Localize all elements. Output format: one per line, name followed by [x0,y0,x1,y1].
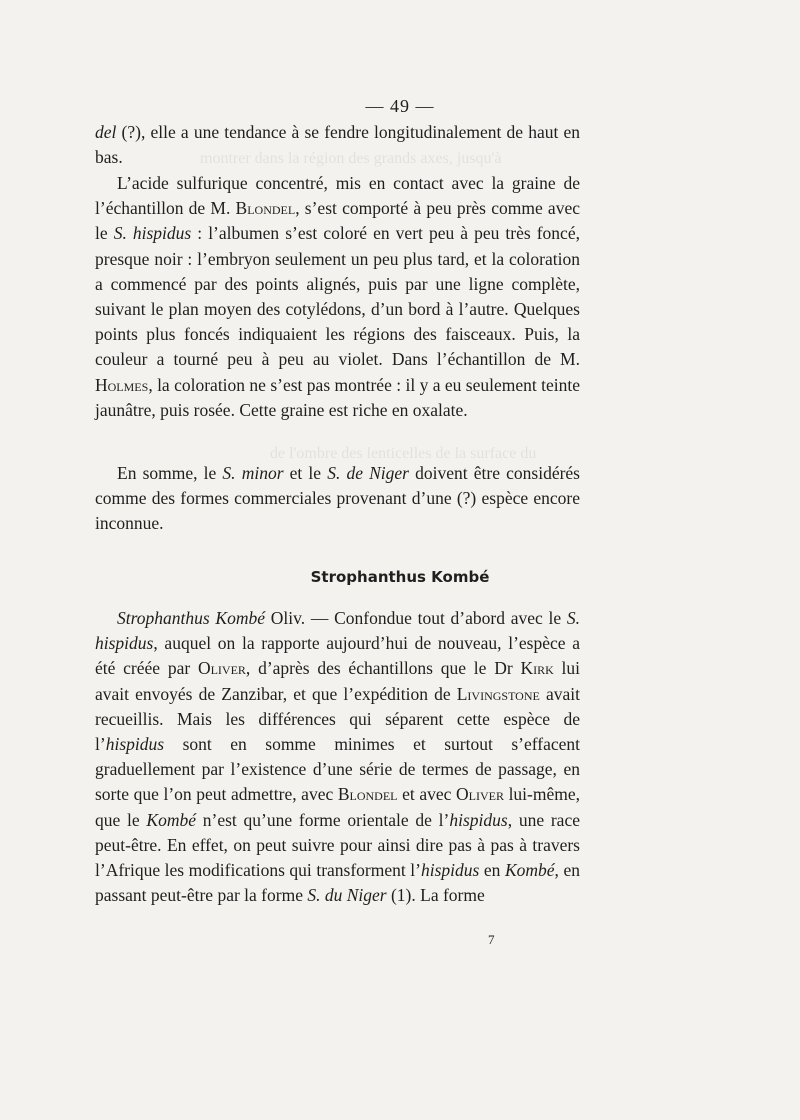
species-name: Kombé [146,809,196,830]
author-name: Oliver [197,658,246,679]
species-name: hispidus [449,809,508,830]
signature-mark: 7 [488,932,495,947]
species-name: S. hispidus [113,223,192,244]
species-name: Kombé [504,860,555,881]
author-name: Livingstone [456,683,540,704]
author-name: Blondel [235,198,296,219]
paragraph-4: Strophanthus Kombé Oliv. — Confondue tout d’abord avec le S. hispidus, auquel on la rapporte aujourd’hui de nouveau, l’espèce a été créée par Oliver, d’après des échantillons que le Dr Kirk lui avait envoyés de Zanzibar, et que l’expédition de Livingstone avait recueillis. Mais les différences qui séparent cette espèce de l’hispidus sont en somme minimes et surtout s’effacent graduellement par l’existence d’une série de termes de passage, en sorte que l’on peut admettre, avec Blondel et avec Oliver lui-même, que le Kombé n’est qu’une forme orientale de l’hispidus, une race peut-être. En effet, on peut suivre pour ainsi dire pas à pas à travers l’Afrique les modifications qui transforment l’hispidus en Kombé, en passant peut-être par la forme S. du Niger (1). La forme [95,608,581,906]
author-name: Kirk [520,658,554,679]
author-name: Oliver [456,784,504,805]
paragraph-3: En somme, le S. minor et le S. de Niger doivent être considérés comme des formes commerciales provenant d’une (?) espèce encore inconnue. [95,463,580,534]
bleed-through-text: de l'ombre des lenticelles de la surface du [270,445,537,462]
author-name: Holmes [95,374,149,395]
author-name: Blondel [337,784,398,805]
italic-term: del [95,122,117,142]
species-name: Strophanthus Kombé [117,608,266,628]
paragraph-2: L’acide sulfurique concentré, mis en contact avec la graine de l’échantillon de M. Blondel, s’est comporté à peu près comme avec le S. hispidus : l’albumen s’est coloré en vert peu à peu très foncé, presque noir : l’embryon seulement un peu plus tard, et la coloration a commencé par des points alignés, puis par une ligne complète, suivant le plan moyen des cotylédons, d’un bord à l’autre. Quelques points plus foncés indiquaient les régions des faisceaux. Puis, la couleur a tourné peu à peu au violet. Dans l’échantillon de M. Holmes, la coloration ne s’est pas montrée : il y a eu seulement teinte jaunâtre, puis rosée. Cette graine est riche en oxalate. [95,173,580,420]
bleed-through-text: montrer dans la région des grands axes, jusqu'à [200,150,502,167]
species-name: hispidus [105,734,165,755]
species-name: hispidus [420,860,480,881]
species-name: S. minor [222,463,284,483]
species-name: S. de Niger [327,463,409,483]
section-heading: Strophanthus Kombé [310,568,490,586]
page-number: — 49 — [365,96,435,116]
species-name: S. hispidus [95,608,580,654]
paragraph-1: del (?), elle a une tendance à se fendre longitudinalement de haut en bas. [95,122,580,168]
species-name: S. du Niger [307,885,387,906]
